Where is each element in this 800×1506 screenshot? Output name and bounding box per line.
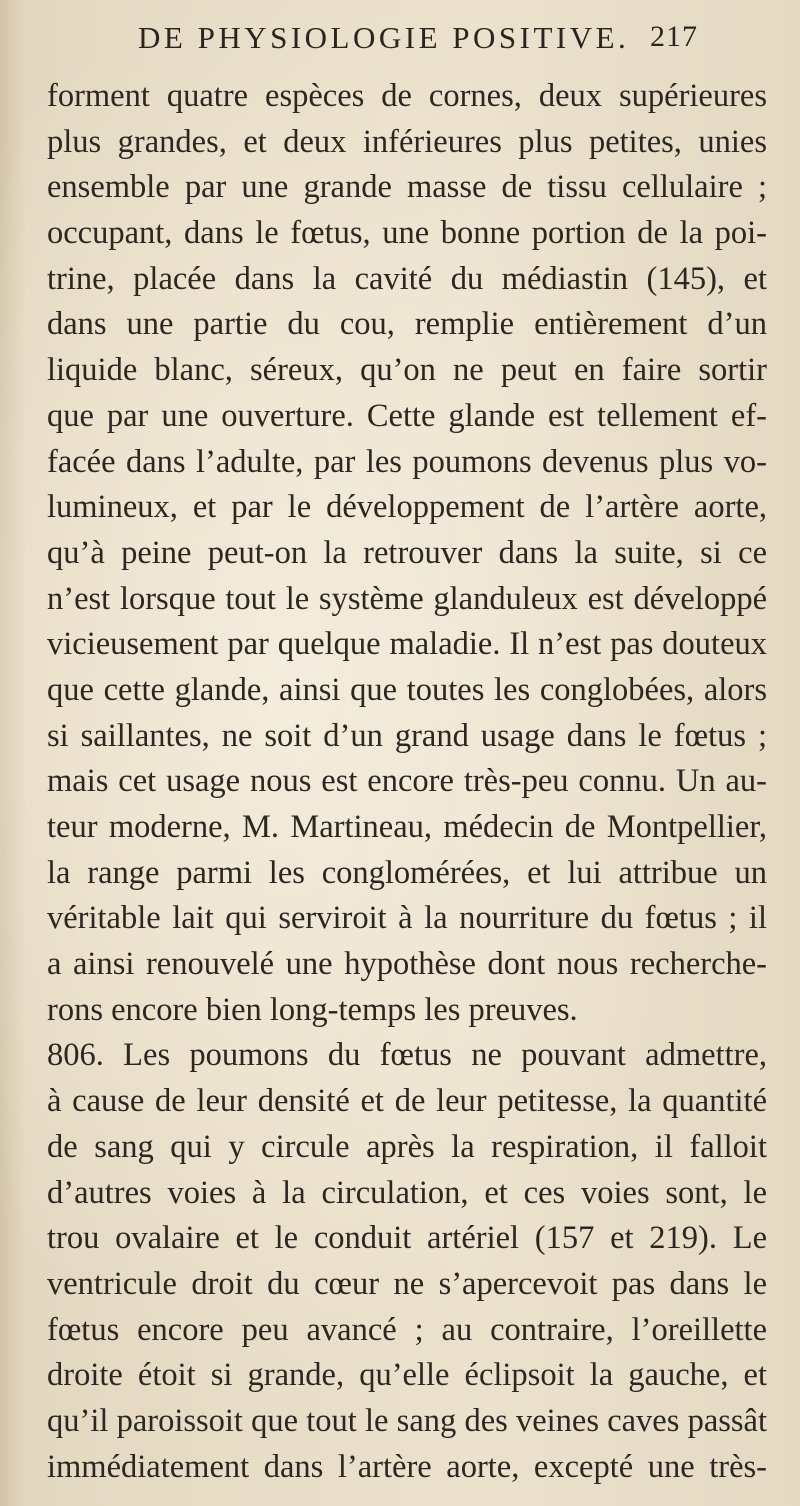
- page-number: 217: [650, 20, 698, 53]
- text-line: lumineux, et par le développement de l’artère aorte,: [47, 489, 767, 526]
- text-line: que cette glande, ainsi que toutes les conglobées, alors: [47, 671, 767, 708]
- text-line: véritable lait qui serviroit à la nourriture du fœtus ; il: [47, 900, 767, 937]
- text-line: facée dans l’adulte, par les poumons devenus plus vo-: [47, 443, 767, 480]
- running-head: [138, 20, 698, 70]
- text-line: immédiatement dans l’artère aorte, excepté une très-: [47, 1448, 767, 1485]
- text-line: fœtus encore peu avancé ; au contraire, l’oreillette: [47, 1311, 767, 1348]
- text-line: à cause de leur densité et de leur petitesse, la quantité: [47, 1083, 767, 1120]
- text-line: la range parmi les conglomérées, et lui attribue un: [47, 854, 767, 891]
- text-line: forment quatre espèces de cornes, deux supérieures: [47, 78, 767, 114]
- text-line: mais cet usage nous est encore très-peu connu. Un au-: [47, 763, 767, 800]
- text-line: 806. Les poumons du fœtus ne pouvant admettre,: [47, 1037, 767, 1074]
- text-line: que par une ouverture. Cette glande est tellement ef-: [47, 397, 767, 434]
- text-line: n’est lorsque tout le système glanduleux est développé: [47, 580, 767, 617]
- text-line: d’autres voies à la circulation, et ces voies sont, le: [47, 1174, 767, 1211]
- text-line: droite étoit si grande, qu’elle éclipsoit la gauche, et: [47, 1357, 767, 1394]
- text-line: trine, placée dans la cavité du médiastin (145), et: [47, 260, 767, 297]
- text-line: qu’à peine peut-on la retrouver dans la suite, si ce: [47, 534, 767, 571]
- text-line: vicieusement par quelque maladie. Il n’est pas douteux: [47, 626, 767, 663]
- text-line: teur moderne, M. Martineau, médecin de Montpellier,: [47, 809, 767, 845]
- text-line: ventricule droit du cœur ne s’apercevoit pas dans le: [47, 1265, 767, 1302]
- text-line: liquide blanc, séreux, qu’on ne peut en faire sortir: [47, 352, 767, 389]
- text-line: occupant, dans le fœtus, une bonne portion de la poi-: [47, 215, 767, 252]
- text-line: ensemble par une grande masse de tissu cellulaire ;: [47, 169, 767, 206]
- running-title: DE PHYSIOLOGIE POSITIVE.: [138, 20, 630, 55]
- text-line: rons encore bien long-temps les preuves.: [47, 991, 578, 1028]
- text-line: dans une partie du cou, remplie entièrement d’un: [47, 306, 767, 343]
- text-line: qu’il paroissoit que tout le sang des veines caves passât: [47, 1402, 767, 1439]
- text-line: plus grandes, et deux inférieures plus petites, unies: [47, 123, 767, 160]
- body-text: [47, 74, 767, 1490]
- text-line: a ainsi renouvelé une hypothèse dont nous recherche-: [47, 946, 767, 983]
- text-line: trou ovalaire et le conduit artériel (157 et 219). Le: [47, 1220, 767, 1257]
- text-line: de sang qui y circule après la respiration, il falloit: [47, 1128, 767, 1165]
- text-line: si saillantes, ne soit d’un grand usage dans le fœtus ;: [47, 717, 767, 754]
